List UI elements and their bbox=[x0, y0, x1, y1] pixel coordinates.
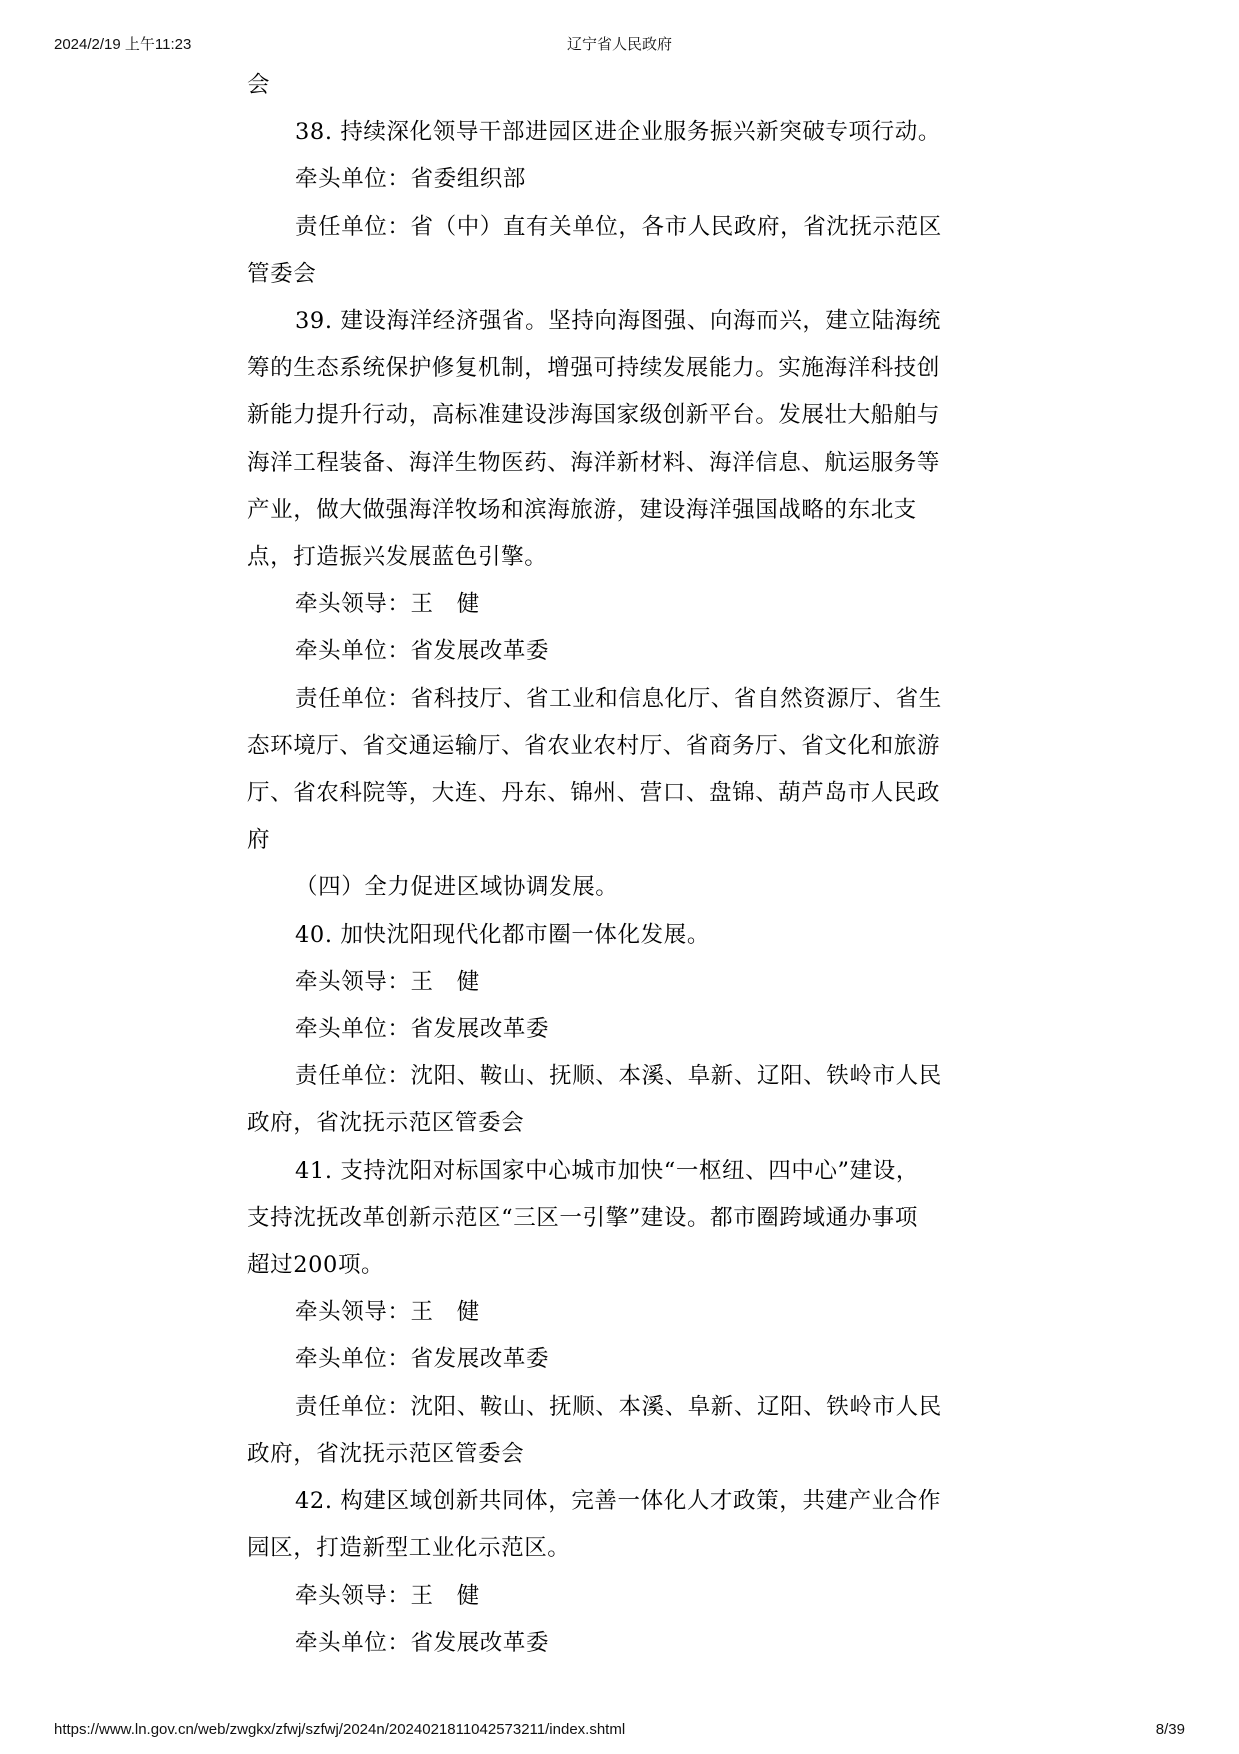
document-line: 会 bbox=[247, 72, 271, 98]
document-line: 责任单位：省科技厅、省工业和信息化厅、省自然资源厅、省生 bbox=[295, 685, 942, 712]
document-line: 40. 加快沈阳现代化都市圈一体化发展。 bbox=[295, 921, 710, 948]
document-line: 牵头单位：省发展改革委 bbox=[295, 1629, 550, 1656]
document-line: 责任单位：沈阳、鞍山、抚顺、本溪、阜新、辽阳、铁岭市人民 bbox=[295, 1393, 942, 1420]
document-line: 新能力提升行动，高标准建设涉海国家级创新平台。发展壮大船舶与 bbox=[247, 402, 941, 429]
document-line: 支持沈抚改革创新示范区“三区一引擎”建设。都市圈跨域通办事项 bbox=[247, 1204, 919, 1231]
document-line: 产业，做大做强海洋牧场和滨海旅游，建设海洋强国战略的东北支 bbox=[247, 496, 917, 523]
document-line: 牵头领导：王 健 bbox=[295, 1582, 480, 1609]
document-line: 39. 建设海洋经济强省。坚持向海图强、向海而兴，建立陆海统 bbox=[295, 308, 941, 335]
document-line: 政府，省沈抚示范区管委会 bbox=[247, 1440, 525, 1467]
document-body bbox=[247, 62, 1007, 1667]
print-datetime: 2024/2/19 上午11:23 bbox=[54, 36, 192, 53]
document-line: 牵头领导：王 健 bbox=[295, 591, 480, 618]
print-footer bbox=[0, 1721, 1239, 1741]
document-line: 海洋工程装备、海洋生物医药、海洋新材料、海洋信息、航运服务等 bbox=[247, 449, 941, 476]
document-line: 责任单位：沈阳、鞍山、抚顺、本溪、阜新、辽阳、铁岭市人民 bbox=[295, 1063, 942, 1090]
site-title: 辽宁省人民政府 bbox=[566, 36, 672, 53]
page-number: 8/39 bbox=[1155, 1721, 1185, 1738]
document-line: 41. 支持沈阳对标国家中心城市加快“一枢纽、四中心”建设， bbox=[295, 1157, 919, 1184]
document-line: 筹的生态系统保护修复机制，增强可持续发展能力。实施海洋科技创 bbox=[247, 355, 941, 382]
document-line: （四）全力促进区域协调发展。 bbox=[295, 874, 619, 901]
document-line: 府 bbox=[247, 827, 271, 854]
document-line: 牵头单位：省发展改革委 bbox=[295, 1016, 550, 1043]
document-line: 园区，打造新型工业化示范区。 bbox=[247, 1535, 571, 1562]
document-line: 政府，省沈抚示范区管委会 bbox=[247, 1110, 525, 1137]
document-line: 管委会 bbox=[247, 260, 317, 287]
document-line: 超过200项。 bbox=[247, 1252, 385, 1279]
document-line: 牵头领导：王 健 bbox=[295, 968, 480, 995]
document-line: 牵头领导：王 健 bbox=[295, 1299, 480, 1326]
document-line: 42. 构建区域创新共同体，完善一体化人才政策，共建产业合作 bbox=[295, 1488, 941, 1515]
page-url: https://www.ln.gov.cn/web/zwgkx/zfwj/szfwj/2024n/2024021811042573211/index.shtml bbox=[54, 1721, 626, 1738]
print-header bbox=[0, 33, 1239, 53]
document-line: 牵头单位：省发展改革委 bbox=[295, 638, 550, 665]
document-line: 点，打造振兴发展蓝色引擎。 bbox=[247, 544, 548, 571]
document-line: 牵头单位：省发展改革委 bbox=[295, 1346, 550, 1373]
document-line: 责任单位：省（中）直有关单位，各市人民政府，省沈抚示范区 bbox=[295, 213, 942, 240]
document-line: 牵头单位：省委组织部 bbox=[295, 166, 527, 193]
document-line: 38. 持续深化领导干部进园区进企业服务振兴新突破专项行动。 bbox=[295, 119, 941, 146]
document-line: 厅、省农科院等，大连、丹东、锦州、营口、盘锦、葫芦岛市人民政 bbox=[247, 780, 941, 807]
document-line: 态环境厅、省交通运输厅、省农业农村厅、省商务厅、省文化和旅游 bbox=[247, 732, 941, 759]
